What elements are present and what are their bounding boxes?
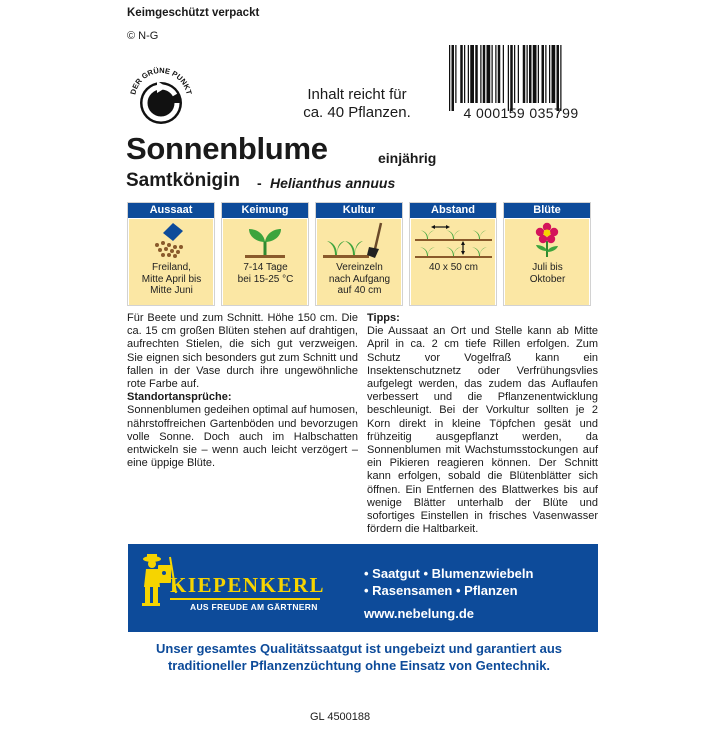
info-line: nach Aufgang [328, 273, 391, 285]
spacing-icon [411, 221, 496, 259]
barcode-bar [542, 45, 545, 103]
spade-icon [317, 221, 402, 259]
barcode-bar [549, 45, 550, 103]
barcode-bar [487, 45, 491, 103]
quality-note: Unser gesamtes Qualitätssaatgut ist ungebeizt und garantiert aus traditioneller Pflanzenzüchtung ohne Einsatz von Gentechnik. [156, 641, 562, 673]
green-dot-logo-icon [124, 59, 198, 133]
barcode-bar [483, 45, 486, 103]
barcode-bar [557, 45, 560, 111]
variety-separator: - [257, 175, 262, 191]
brand-name: KIEPENKERL [170, 573, 326, 597]
article-code: GL 4500188 [310, 711, 371, 723]
info-card-text [317, 262, 402, 297]
contents-line-2: ca. 40 Pflanzen. [303, 104, 411, 121]
info-card-aussaat [127, 202, 215, 306]
barcode-bar [460, 45, 463, 103]
barcode-bar [510, 45, 513, 111]
barcode-bar [529, 45, 532, 103]
brand-underline [170, 598, 320, 600]
website-link[interactable]: www.nebelung.de [364, 606, 475, 621]
info-card-title: Keimung [222, 203, 308, 218]
info-card-text [505, 262, 590, 285]
barcode-number: 4 000159 035799 [463, 105, 579, 121]
info-line: Mitte April bis [141, 273, 202, 285]
info-line: auf 40 cm [337, 285, 382, 296]
copyright-note: © N-G [127, 30, 159, 42]
info-line: 40 x 50 cm [429, 262, 478, 273]
info-line: bei 15-25 °C [237, 273, 294, 285]
info-line: Oktober [529, 273, 566, 285]
barcode-bar [470, 45, 474, 103]
tips-text: Die Aussaat an Ort und Stelle kann ab Mitte April in ca. 2 cm tiefe Rillen erfolgen. Zum Schutz vor Vogelfraß kann ein Insektenschutznetz oder Verfrühungsvlies aufgelegt werden, das zudem das Auflaufen verbessert und die Pflanzenentwicklung beschleunigt. Bei der Vorkultur sollten je 2 Korn direkt in kleine Töpfchen gesät und frühzeitig ausgepflanzt werden, da Sonnenblumen mit Wachstumsstockungen auf ein Pikieren reagieren können. Der Schnitt kann erfolgen, sobald die Blütenblätter sich öffnen. Ein Entfernen des Blattwerkes bis auf wenige Blätter unterhalb der Blüte und sofortiges Einstellen in frisches Vasenwasser fördern die Haltbarkeit. [367, 325, 598, 536]
info-card-abstand [409, 202, 497, 306]
brand-slogan: AUS FREUDE AM GÄRTNERN [190, 602, 318, 612]
barcode-bar [455, 45, 456, 103]
packaging-note: Keimgeschützt verpackt [127, 7, 260, 19]
barcode-bar [527, 45, 528, 103]
info-line: Juli bis [532, 262, 563, 273]
description-column [127, 312, 358, 470]
barcode-bar [508, 45, 509, 111]
latin-name: Helianthus annuus [270, 175, 396, 191]
contents-line-1: Inhalt reicht für [307, 86, 407, 103]
contents-note [282, 86, 432, 122]
barcode-bar [495, 45, 496, 103]
barcode-bar [503, 45, 504, 103]
barcode-bar [480, 45, 481, 103]
info-card-title: Kultur [316, 203, 402, 218]
barcode-bar [523, 45, 526, 103]
product-title: Sonnenblume [126, 131, 328, 166]
green-dot-logo-text: DER GRÜNE PUNKT [128, 65, 194, 96]
barcode-bar [464, 45, 465, 103]
info-line: Vereinzeln [336, 262, 383, 273]
barcode-bar [538, 45, 539, 103]
site-text: Sonnenblumen gedeihen optimal auf humosen, nährstoffreichen Gartenböden und bevorzugen volle Sonne. Doch auch im Halbschatten entwickeln sie – wenn auch leicht verzögert – eine üppige Blüte. [127, 404, 358, 470]
barcode-bar [492, 45, 493, 103]
info-card-kultur [315, 202, 403, 306]
features-line-1: • Saatgut • Blumenzwiebeln [364, 566, 534, 581]
barcode-bar [498, 45, 501, 103]
barcode-bar [545, 45, 546, 103]
flower-icon [505, 221, 590, 259]
seed-packet-icon [129, 221, 214, 259]
barcode-bar [552, 45, 556, 103]
info-line: Freiland, [152, 262, 191, 273]
barcode-bar [449, 45, 450, 111]
info-card-text [129, 262, 214, 297]
info-line: Mitte Juni [150, 285, 193, 296]
tips-column [367, 312, 598, 536]
info-card-keimung [221, 202, 309, 306]
info-card-text [411, 262, 496, 274]
seedling-icon [223, 221, 308, 259]
info-line: 7-14 Tage [243, 262, 288, 273]
tips-heading: Tipps: [367, 312, 400, 324]
info-card-title: Aussaat [128, 203, 214, 218]
product-lifecycle: einjährig [378, 150, 437, 166]
barcode-bar [452, 45, 455, 111]
barcode-bar [514, 45, 515, 103]
info-card-bluete [503, 202, 591, 306]
barcode-bar [533, 45, 537, 103]
barcode-bar [468, 45, 469, 103]
description-intro: Für Beete und zum Schnitt. Höhe 150 cm. Die ca. 15 cm großen Blüten stehen auf drahtigen, aufrechten Stielen, die sich gut verzweigen. Sie eignen sich besonders gut zum Schnitt und fallen in der Vase durch ihre ungewöhnliche rote Farbe auf. [127, 312, 358, 391]
features-line-2: • Rasensamen • Pflanzen [364, 583, 518, 598]
info-card-text [223, 262, 308, 285]
info-card-title: Abstand [410, 203, 496, 218]
info-card-title: Blüte [504, 203, 590, 218]
barcode-bar [475, 45, 478, 103]
product-variety: Samtkönigin [126, 170, 241, 191]
barcode-bar [518, 45, 519, 103]
site-heading: Standortansprüche: [127, 391, 232, 404]
barcode-bar [560, 45, 561, 111]
